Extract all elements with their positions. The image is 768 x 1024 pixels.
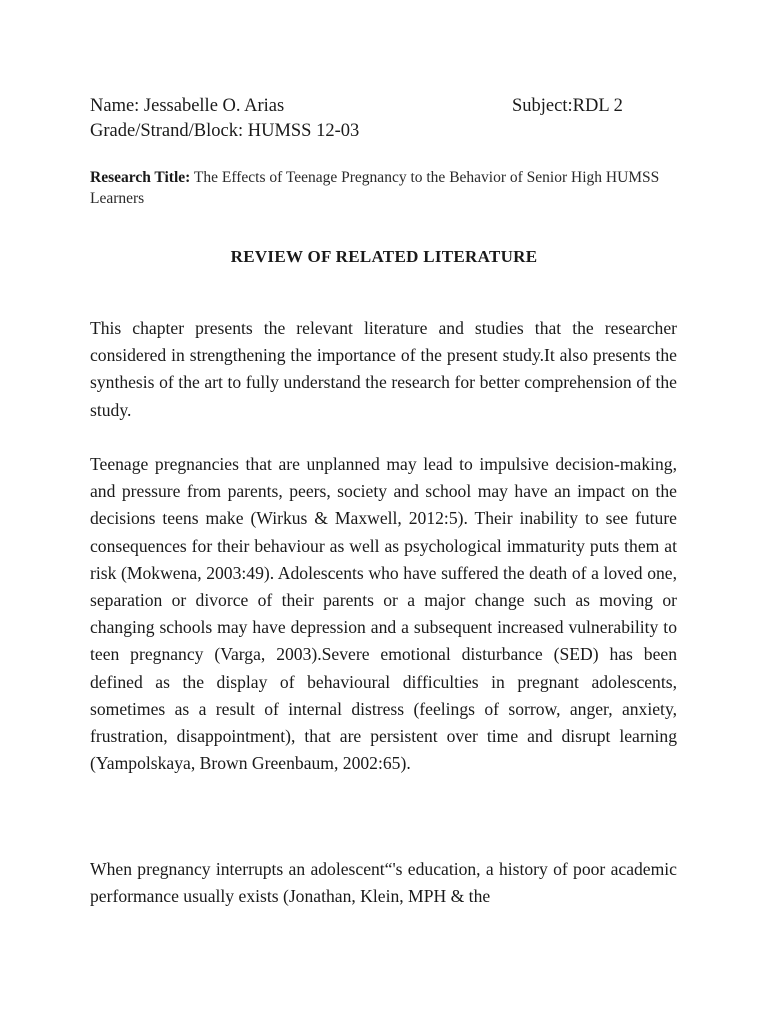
research-title-label: Research Title: xyxy=(90,169,191,186)
paragraph-education: When pregnancy interrupts an adolescent“'s education, a history of poor academic performance usually exists (Jonathan, Klein, MPH & the xyxy=(90,859,677,907)
paragraph-teenage-pregnancies: Teenage pregnancies that are unplanned may lead to impulsive decision-making, and pressure from parents, peers, society and school may have an impact on the decisions teens make (Wirkus & Maxwell, 2012:5). Their inability to see future consequences for their behaviour as well as psychological immaturity puts them at risk (Mokwena, 2003:49). Adolescents who have suffered the death of a loved one, separation or divorce of their parents or a major change such as moving or changing schools may have depression and a subsequent increased vulnerability to teen pregnancy (Varga, 2003).Severe emotional disturbance (SED) has been defined as the display of behavioural difficulties in pregnant adolescents, sometimes as a result of internal distress (feelings of sorrow, anger, anxiety, frustration, disappointment), that are persistent over time and disrupt learning (Yampolskaya, Brown Greenbaum, 2002:65). xyxy=(90,454,677,774)
paragraph-intro: This chapter presents the relevant literature and studies that the researcher considered in strengthening the importance of the present study.It also presents the synthesis of the art to fully understand the research for better comprehension of the study. xyxy=(90,318,677,420)
research-title xyxy=(90,167,690,209)
student-name: Name: Jessabelle O. Arias xyxy=(90,96,285,116)
grade-strand-block: Grade/Strand/Block: HUMSS 12-03 xyxy=(90,121,360,141)
section-heading: REVIEW OF RELATED LITERATURE xyxy=(230,247,538,266)
subject: Subject:RDL 2 xyxy=(512,96,623,116)
research-title-text: The Effects of Teenage Pregnancy to the Behavior of Senior High HUMSS Learners xyxy=(90,169,660,207)
